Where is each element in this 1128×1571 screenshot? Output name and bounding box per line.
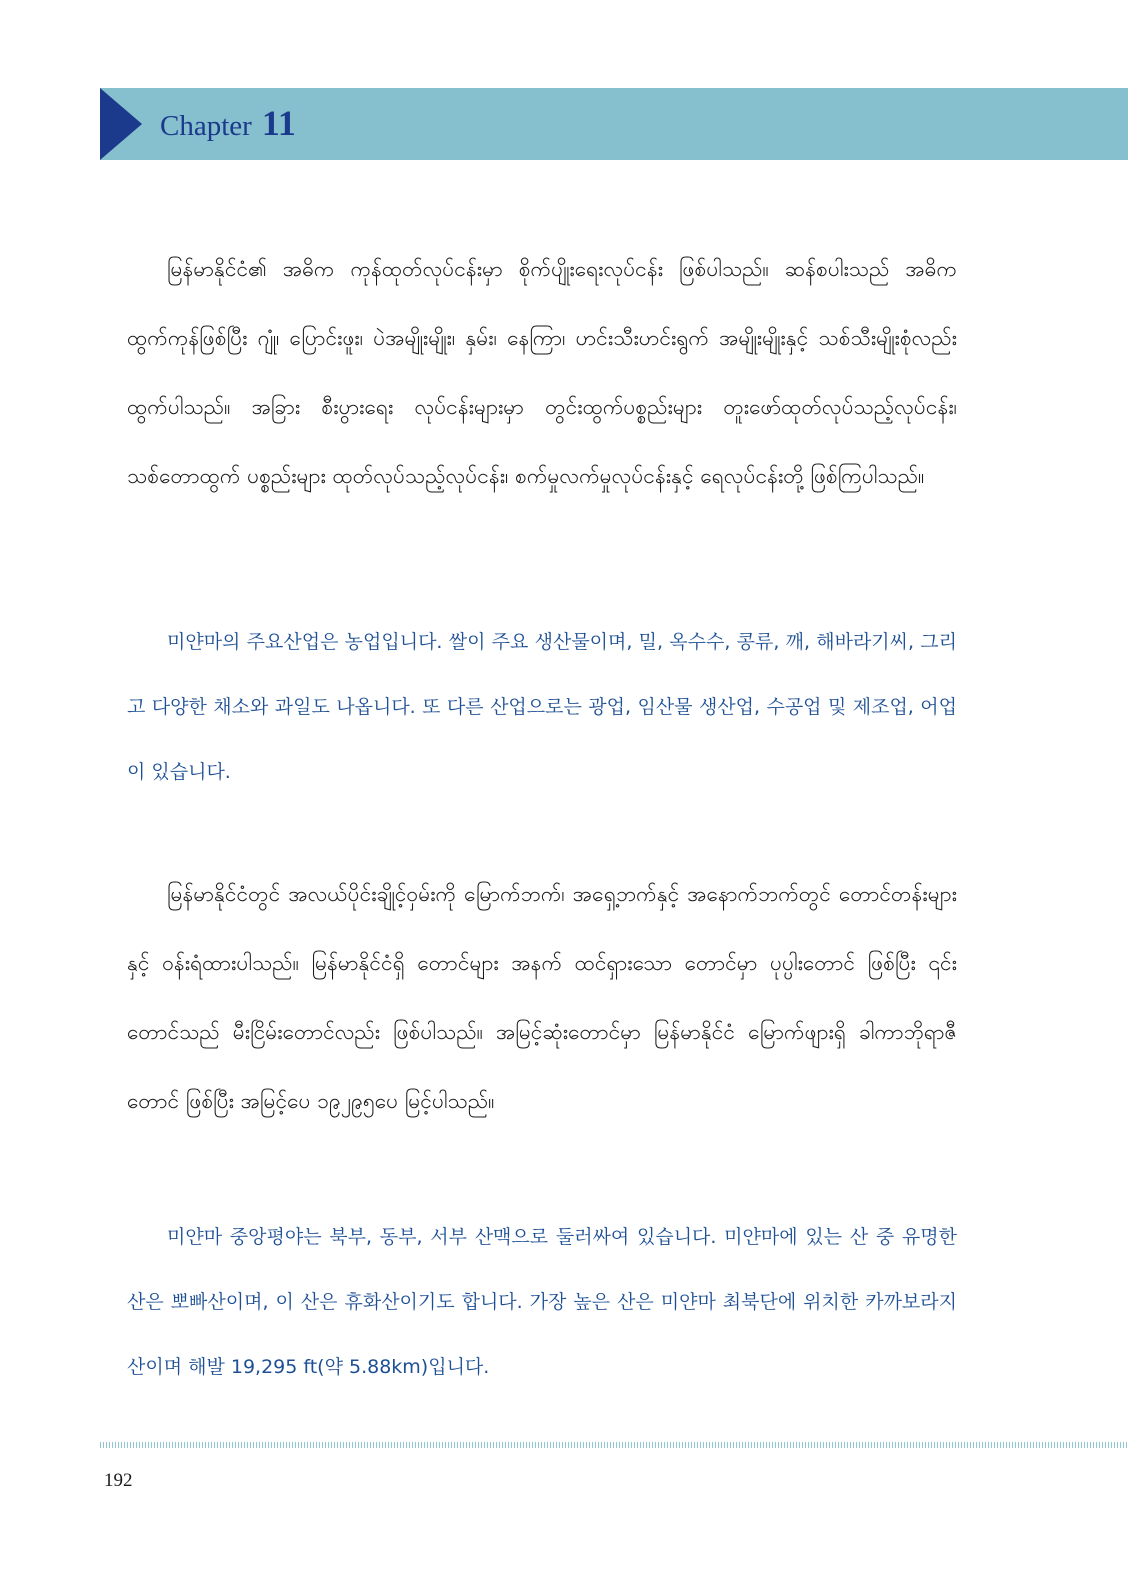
- burmese-paragraph-industry: မြန်မာနိုင်ငံ၏ အဓိက ကုန်ထုတ်လုပ်ငန်းမှာ စိုက်ပျိုးရေးလုပ်ငန်း ဖြစ်ပါသည်။ ဆန်စပါးသည် အဓိက ထွက်ကုန်ဖြစ်ပြီး ဂျုံ၊ ပြောင်းဖူး၊ ပဲအမျိုးမျိုး၊ နှမ်း၊ နေကြာ၊ ဟင်းသီးဟင်းရွက် အမျိုးမျိုးနှင့် သစ်သီးမျိုးစုံလည်း ထွက်ပါသည်။ အခြား စီးပွားရေး လုပ်ငန်းများမှာ တွင်းထွက်ပစ္စည်းများ တူးဖော်ထုတ်လုပ်သည့်လုပ်ငန်း၊ သစ်တောထွက် ပစ္စည်းများ ထုတ်လုပ်သည့်လုပ်ငန်း၊ စက်မှုလက်မှုလုပ်ငန်းနှင့် ရေလုပ်ငန်းတို့ ဖြစ်ကြပါသည်။: [127, 257, 957, 488]
- chapter-label: Chapter: [160, 110, 252, 142]
- chapter-banner: [100, 88, 1128, 160]
- chapter-number: 11: [261, 103, 296, 143]
- page-number: 192: [104, 1470, 133, 1491]
- chapter-arrow-icon: [100, 88, 142, 160]
- footer-divider: [100, 1442, 1128, 1448]
- korean-paragraph-mountains: 미얀마 중앙평야는 북부, 동부, 서부 산맥으로 둘러싸여 있습니다. 미얀마에 있는 산 중 유명한 산은 뽀빠산이며, 이 산은 휴화산이기도 합니다. 가장 높은 산은 미얀마 최북단에 위치한 카까보라지산이며 해발 19,295 ft(약 5.88km)입니다.: [127, 1226, 957, 1378]
- korean-paragraph-industry: 미얀마의 주요산업은 농업입니다. 쌀이 주요 생산물이며, 밀, 옥수수, 콩류, 깨, 해바라기씨, 그리고 다양한 채소와 과일도 나옵니다. 또 다른 산업으로는 광업, 임산물 생산업, 수공업 및 제조업, 어업이 있습니다.: [127, 631, 957, 783]
- chapter-title: [160, 102, 296, 144]
- burmese-paragraph-mountains: မြန်မာနိုင်ငံတွင် အလယ်ပိုင်းချိုင့်ဝှမ်းကို မြောက်ဘက်၊ အရှေ့ဘက်နှင့် အနောက်ဘက်တွင် တောင်တန်းများနှင့် ဝန်းရံထားပါသည်။ မြန်မာနိုင်ငံရှိ တောင်များ အနက် ထင်ရှားသော တောင်မှာ ပုပ္ပါးတောင် ဖြစ်ပြီး ၎င်း တောင်သည် မီးငြိမ်းတောင်လည်း ဖြစ်ပါသည်။ အမြင့်ဆုံးတောင်မှာ မြန်မာနိုင်ငံ မြောက်ဖျားရှိ ခါကာဘိုရာဇီတောင် ဖြစ်ပြီး အမြင့်ပေ ၁၉၂၉၅ပေ မြင့်ပါသည်။: [127, 882, 957, 1113]
